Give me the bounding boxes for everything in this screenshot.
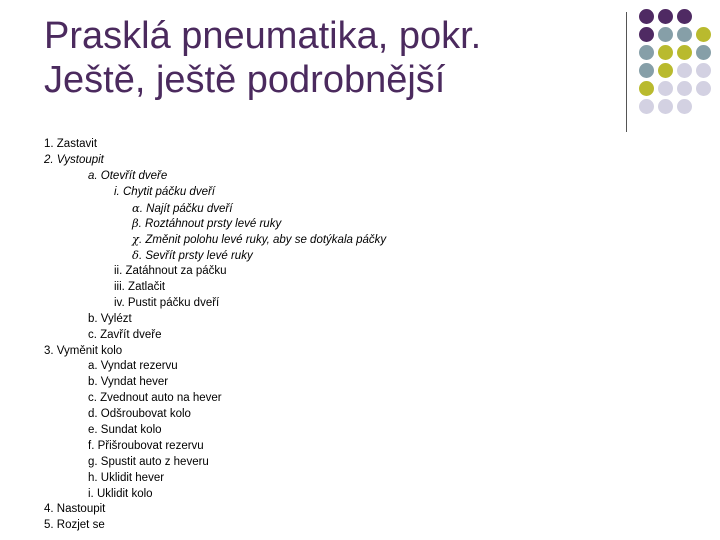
outline-item-3f: f. Přišroubovat rezervu — [88, 439, 204, 452]
outline-item-2a: a. Otevřít dveře — [88, 169, 168, 182]
outline-item-2a-iv: iv. Pustit páčku dveří — [114, 296, 220, 309]
decorative-dot — [658, 9, 673, 24]
outline-item-3i: i. Uklidit kolo — [88, 487, 153, 500]
decorative-dot — [696, 45, 711, 60]
decorative-divider-line — [626, 12, 627, 132]
slide-title — [44, 14, 604, 102]
outline-item-2c: c. Zavřít dveře — [88, 328, 162, 341]
outline-item-3d: d. Odšroubovat kolo — [88, 408, 191, 421]
outline-item-3: 3. Vyměnit kolo — [44, 344, 123, 357]
decorative-dot — [677, 9, 692, 24]
outline-item-text: . Sevřít prsty levé ruky — [138, 250, 253, 263]
greek-beta-marker: β — [132, 216, 139, 231]
decorative-dot — [677, 81, 692, 96]
outline-item-3a: a. Vyndat rezervu — [88, 360, 178, 373]
outline-item-2a-i: i. Chytit páčku dveří — [114, 185, 215, 198]
decorative-dot — [677, 27, 692, 42]
outline-item-3b: b. Vyndat hever — [88, 376, 169, 389]
outline-list — [44, 137, 664, 534]
decorative-dot — [639, 81, 654, 96]
decorative-dot — [658, 81, 673, 96]
outline-item-1: 1. Zastavit — [44, 138, 98, 150]
decorative-dot — [677, 63, 692, 78]
decorative-dot — [677, 99, 692, 114]
outline-item-2a-i-delta — [44, 248, 664, 264]
decorative-dot — [658, 27, 673, 42]
decorative-dot — [658, 63, 673, 78]
decorative-dot — [639, 27, 654, 42]
outline-item-2a-i-alpha — [44, 201, 664, 217]
outline-item-text: . Změnit polohu levé ruky, aby se dotýkala páčky — [138, 234, 387, 247]
outline-item-2b: b. Vylézt — [88, 312, 132, 325]
decorative-dot — [639, 45, 654, 60]
decorative-dot — [639, 99, 654, 114]
outline-item-4: 4. Nastoupit — [44, 503, 106, 516]
outline-item-5: 5. Rozjet se — [44, 519, 105, 532]
outline-item-2a-iii: iii. Zatlačit — [114, 281, 166, 294]
greek-chi-marker: χ — [132, 232, 139, 247]
outline-item-text: . Roztáhnout prsty levé ruky — [138, 218, 282, 231]
slide-title-line-1: Prasklá pneumatika, pokr. — [44, 15, 482, 57]
outline-item-3h: h. Uklidit hever — [88, 471, 165, 484]
greek-delta-marker: δ — [132, 248, 139, 263]
greek-alpha-marker: α — [132, 200, 140, 215]
outline-item-3e: e. Sundat kolo — [88, 424, 162, 437]
decorative-dot — [696, 81, 711, 96]
decorative-dot — [658, 99, 673, 114]
decorative-dot — [677, 45, 692, 60]
outline-item-2a-ii: ii. Zatáhnout za páčku — [114, 265, 227, 278]
outline-item-2a-i-beta — [44, 216, 664, 232]
slide-title-line-2: Ještě, ještě podrobnější — [44, 59, 446, 101]
decorative-dot — [658, 45, 673, 60]
decorative-dot — [639, 63, 654, 78]
outline-item-2: 2. Vystoupit — [44, 153, 104, 166]
outline-item-text: . Najít páčku dveří — [139, 202, 233, 215]
decorative-dot — [696, 27, 711, 42]
decorative-dot-grid — [639, 9, 719, 121]
outline-item-2a-i-chi — [44, 232, 664, 248]
decorative-dot — [696, 63, 711, 78]
decorative-dot — [639, 9, 654, 24]
outline-item-3g: g. Spustit auto z heveru — [88, 455, 209, 468]
outline-item-3c: c. Zvednout auto na hever — [88, 392, 222, 405]
